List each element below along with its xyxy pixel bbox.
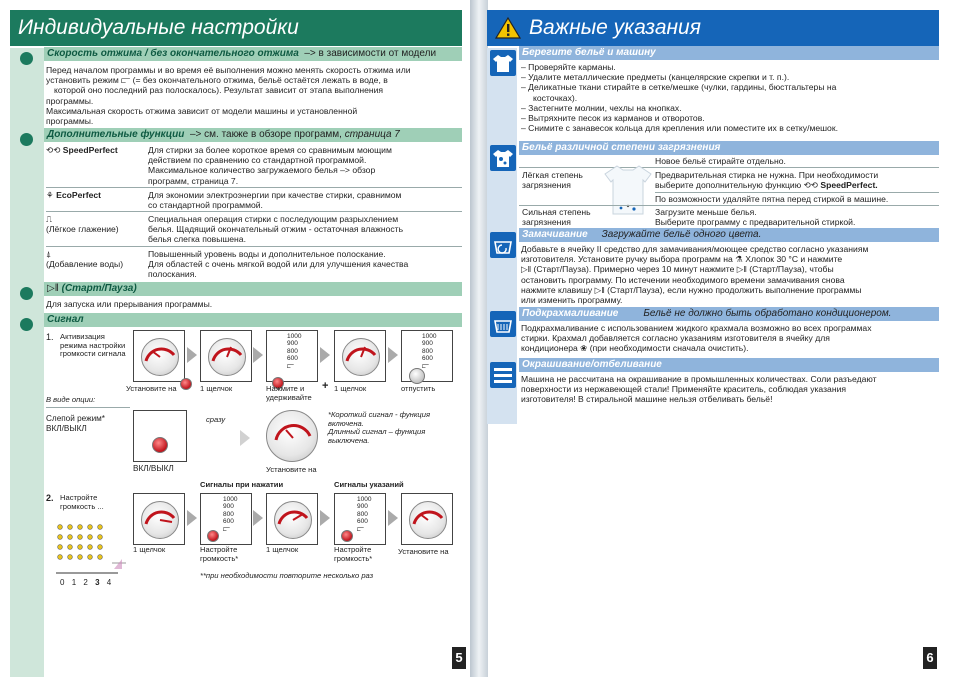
section-header-spin: Скорость отжима / без окончательного отжима –> в зависимости от модели [44, 47, 462, 61]
shirt-icon [490, 50, 516, 76]
program-dial[interactable] [266, 410, 322, 466]
soil-stains: По возможности удаляйте пятна перед стиркой в машине. [655, 194, 889, 204]
arrow-right-icon [253, 347, 263, 363]
row-divider [655, 192, 939, 193]
page-title-left: Индивидуальные настройки [10, 10, 462, 46]
caption-set-to-3: Установите на [398, 547, 449, 556]
signal-button-red[interactable] [180, 378, 192, 390]
soak-icon [490, 232, 516, 258]
section-header-soil: Бельё различной степени загрязнения [519, 141, 939, 155]
immediately-label: сразу [206, 415, 226, 424]
arrow-right-icon [240, 430, 250, 446]
dial-scale-icon [201, 331, 253, 383]
soak-text: Добавьте в ячейку II средство для замачивания/моющее средство согласно указаниям изготовителя. Установите ручку выбора программ на ⚗ Хлопок 30 °C и нажмите ▷‖ (Старт/Пауза). Примерно через 10 минут нажмите ▷‖ (Старт/Пауза), чтобы остановить программу. По истечении необходимого времени замачивания снова нажмите клавишу ▷‖ (Старт/Пауза), если нужно продолжить выполнение программы или изменить программу. [521, 244, 869, 306]
row-divider [46, 187, 462, 188]
page-number-left: 5 [452, 647, 466, 669]
signal-note: *Короткий сигнал - функция включена. Длинный сигнал – функция выключена. [328, 410, 431, 445]
speed-display [266, 330, 318, 382]
starch-icon [490, 311, 516, 337]
section-header-soak: Замачивание Загружайте бельё одного цвета. [519, 228, 939, 242]
caption-release: отпустить [401, 384, 436, 393]
step-1-text: Активизация режима настройки громкости сигнала [60, 332, 126, 359]
option-label: В виде опции: [46, 395, 96, 404]
left-page [0, 0, 472, 677]
arrow-right-icon [320, 347, 330, 363]
easy-iron-desc: Специальная операция стирки с последующим разрыхлением белья. Щадящий окончательный отжим - остаточная влажность белья слегка повышена. [148, 214, 404, 245]
speed-list: 1000 900 800 600 ⫍ [422, 333, 437, 370]
speed-display [334, 493, 386, 545]
bullet-icon [20, 52, 33, 65]
add-water-label: ⍋ (Добавление воды) [46, 249, 124, 270]
section-header-starch: Подкрахмаливание Бельё не должно быть обработано кондиционером. [519, 307, 939, 321]
caption-adjust-volume-2: Настройте громкость* [334, 545, 373, 563]
section-header-care: Берегите бельё и машину [519, 46, 939, 60]
arrow-right-icon [187, 510, 197, 526]
arrow-right-icon [388, 347, 398, 363]
easy-iron-label: ⎍ (Лёгкое глажение) [46, 214, 119, 235]
page-title-right: Важные указания [487, 10, 939, 46]
step-2-text: Настройте громкость ... [60, 493, 104, 511]
signal-button-red[interactable] [152, 437, 168, 453]
dirty-shirt-icon [490, 145, 516, 171]
button-panel [133, 410, 187, 462]
caption-set-to-2: Установите на [266, 465, 317, 474]
section-header-start: ▷‖ (Старт/Пауза) [44, 282, 462, 296]
spin-text: Перед началом программы и во время её выполнения можно менять скорость отжима или установить режим ⫍ (= без окончательного отжима, бельё остаётся лежать в воде, в которой оно последний раз полоскалось). Результат зависит от этапа выполнения программы. Максимальная скорость отжима зависит от модели машины и установленной программы. [46, 65, 411, 127]
section-header-dye: Окрашивание/отбеливание [519, 358, 939, 372]
program-dial[interactable] [401, 493, 453, 545]
speedperfect-desc: Для стирки за более короткое время со сравнимым моющим действием по сравнению со стандартной программой. Максимальное количество загружаемого белья –> обзор программ, страница 7. [148, 145, 392, 186]
speedperfect-label: ⟲⟲ SpeedPerfect [46, 145, 118, 155]
signal-button-red[interactable] [207, 530, 219, 542]
bullet-icon [20, 318, 33, 331]
dial-scale-icon [134, 494, 186, 546]
dial-scale-icon [267, 494, 319, 546]
starch-text: Подкрахмаливание с использованием жидкого крахмала возможно во всех программах стирки. Крахмал добавляется согласно указаниям изготовителя в ячейку для кондиционера ❀ (при необходимости сначала очистить). [521, 323, 872, 354]
keys-signal-head: Сигналы при нажатии [200, 480, 284, 489]
dial-scale-icon [402, 494, 454, 546]
arrow-right-icon [320, 510, 330, 526]
arrow-right-icon [388, 510, 398, 526]
caption-one-click: 1 щелчок [200, 384, 233, 393]
caption-one-click-2: 1 щелчок [334, 384, 367, 393]
volume-dots-icon [46, 515, 130, 585]
caption-one-click-4: 1 щелчок [266, 545, 299, 554]
ecoperfect-label: ⚘ EcoPerfect [46, 190, 102, 200]
caption-press-hold: Нажмите и удерживайте [266, 384, 312, 402]
soil-light-label: Лёгкая степень загрязнения [522, 170, 583, 191]
dial-scale-icon [266, 410, 322, 466]
step-2-number: 2. [46, 493, 54, 503]
row-divider [46, 246, 462, 247]
signal-button-red[interactable] [341, 530, 353, 542]
page-number-right: 6 [923, 647, 937, 669]
hints-signal-head: Сигналы указаний [334, 480, 404, 489]
arrow-right-icon [187, 347, 197, 363]
soil-new: Новое бельё стирайте отдельно. [655, 156, 786, 166]
dye-text: Машина не рассчитана на окрашивание в промышленных количествах. Соли разъедают поверхности из нержавеющей стали! Применяйте краситель, соблюдая указания изготовителя! В стиральной машине нельзя отбеливать бельё! [521, 374, 877, 405]
row-divider [46, 407, 130, 408]
row-divider [46, 211, 462, 212]
signal-button-released[interactable] [409, 368, 425, 384]
section-header-signal: Сигнал [44, 313, 462, 327]
speed-list: 1000 900 800 600 ⫍ [223, 496, 238, 533]
plus-sign: + [322, 380, 329, 392]
tshirt-illustration-icon [603, 162, 653, 216]
program-dial[interactable] [266, 493, 318, 545]
volume-levels: 0 1 2 3 4 [60, 578, 112, 587]
soil-heavy-label: Сильная степень загрязнения [522, 207, 591, 228]
program-dial[interactable] [200, 330, 252, 382]
caption-adjust-volume: Настройте громкость* [200, 545, 239, 563]
row-divider [519, 205, 939, 206]
arrow-right-icon [253, 510, 263, 526]
caption-set-to: Установите на [126, 384, 177, 393]
step-1-number: 1. [46, 332, 54, 342]
soil-light-text: Предварительная стирка не нужна. При необходимости выберите дополнительную функцию ⟲⟲ SpeedPerfect. [655, 170, 879, 191]
blind-mode-label: Слепой режим* ВКЛ/ВЫКЛ [46, 414, 105, 433]
add-water-desc: Повышенный уровень воды и дополнительное полоскание. Для областей с очень мягкой водой или для улучшения качества полоскания. [148, 249, 409, 280]
care-list: – Проверяйте карманы. – Удалите металлические предметы (канцелярские скрепки и т. п.). – Деликатные ткани стирайте в сетке/мешке (чулки, гардины, бюстгальтеры на косточках). – Застегните молнии, чехлы на кнопках. – Вытряхните песок из карманов и отворотов. – Снимите с занавесок кольца для крепления или поместите их в сетку/мешок. [521, 62, 838, 134]
footnote: **при необходимости повторите несколько раз [200, 571, 374, 580]
warning-icon [495, 16, 521, 40]
dial-scale-icon [335, 331, 387, 383]
program-dial[interactable] [334, 330, 386, 382]
bullet-icon [20, 133, 33, 146]
dye-icon [490, 362, 516, 388]
book-gutter [470, 0, 488, 677]
program-dial[interactable] [133, 493, 185, 545]
section-header-extra: Дополнительные функции –> см. также в обзоре программ, страница 7 [44, 128, 462, 142]
row-divider [519, 167, 939, 168]
speed-display [200, 493, 252, 545]
soil-heavy-text: Загрузите меньше белья. Выберите программу с предварительной стиркой. [655, 207, 856, 228]
right-page [487, 0, 954, 677]
ecoperfect-desc: Для экономии электроэнергии при качестве стирки, сравнимом со стандартной программой. [148, 190, 402, 211]
start-text: Для запуска или прерывания программы. [46, 299, 213, 309]
bullet-icon [20, 287, 33, 300]
volume-indicator [46, 515, 130, 585]
program-dial[interactable] [133, 330, 185, 382]
caption-one-click-3: 1 щелчок [133, 545, 166, 554]
speed-list: 1000 900 800 600 ⫍ [287, 333, 302, 370]
speed-list: 1000 900 800 600 ⫍ [357, 496, 372, 533]
onoff-caption: ВКЛ/ВЫКЛ [133, 464, 174, 473]
dial-scale-icon [134, 331, 186, 383]
